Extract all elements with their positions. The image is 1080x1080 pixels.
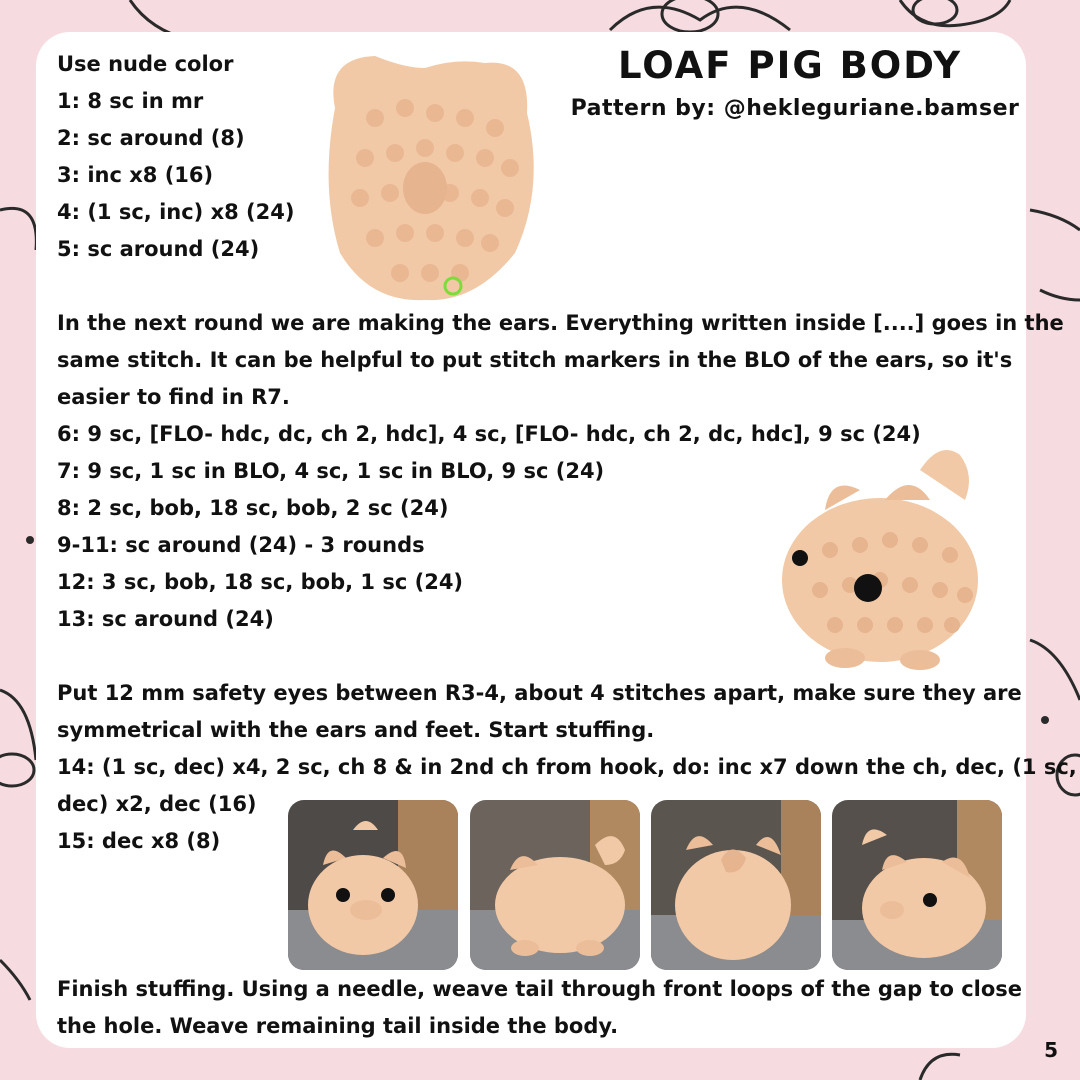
photo-crochet-top — [315, 38, 545, 308]
step-line: 7: 9 sc, 1 sc in BLO, 4 sc, 1 sc in BLO, 9 sc (24) — [57, 459, 605, 483]
step-line: 1: 8 sc in mr — [57, 89, 204, 113]
note-line: Put 12 mm safety eyes between R3-4, about 4 stitches apart, make sure they are — [57, 681, 1022, 705]
step-line: 4: (1 sc, inc) x8 (24) — [57, 200, 295, 224]
note-line: easier to find in R7. — [57, 385, 290, 409]
note-line: same stitch. It can be helpful to put stitch markers in the BLO of the ears, so it's — [57, 348, 1013, 372]
photo-pig-side — [470, 800, 640, 970]
photo-loaf-pig — [770, 430, 1000, 675]
step-line: 9-11: sc around (24) - 3 rounds — [57, 533, 425, 557]
photo-pig-front — [288, 800, 458, 970]
note-line: Finish stuffing. Using a needle, weave tail through front loops of the gap to close — [57, 977, 1023, 1001]
step-line: 12: 3 sc, bob, 18 sc, bob, 1 sc (24) — [57, 570, 464, 594]
page-number: 5 — [1044, 1038, 1058, 1062]
note-line: the hole. Weave remaining tail inside the body. — [57, 1014, 619, 1038]
photo-pig-three-quarter — [832, 800, 1002, 970]
note-line: symmetrical with the ears and feet. Start stuffing. — [57, 718, 655, 742]
page-title: LOAF PIG BODY — [617, 44, 963, 87]
note-line: dec) x2, dec (16) — [57, 792, 257, 816]
note-line: 14: (1 sc, dec) x4, 2 sc, ch 8 & in 2nd ch from hook, do: inc x7 down the ch, dec, (1 sc, — [57, 755, 1077, 779]
steps-top — [57, 46, 294, 268]
photo-pig-back — [651, 800, 821, 970]
ears-note — [57, 305, 1064, 416]
step-line: 6: 9 sc, [FLO- hdc, dc, ch 2, hdc], 4 sc, [FLO- hdc, ch 2, dc, hdc], 9 sc (24) — [57, 422, 921, 446]
step-line: 3: inc x8 (16) — [57, 163, 214, 187]
note-line: In the next round we are making the ears. Everything written inside [....] goes in the — [57, 311, 1064, 335]
step-line: 8: 2 sc, bob, 18 sc, bob, 2 sc (24) — [57, 496, 449, 520]
pattern-credit: Pattern by: @hekleguriane.bamser — [570, 96, 1020, 121]
finish-note — [57, 971, 1022, 1045]
step-line: 5: sc around (24) — [57, 237, 260, 261]
step-line: 13: sc around (24) — [57, 607, 274, 631]
step-line: 2: sc around (8) — [57, 126, 245, 150]
step-line: Use nude color — [57, 52, 234, 76]
note-line: 15: dec x8 (8) — [57, 829, 221, 853]
